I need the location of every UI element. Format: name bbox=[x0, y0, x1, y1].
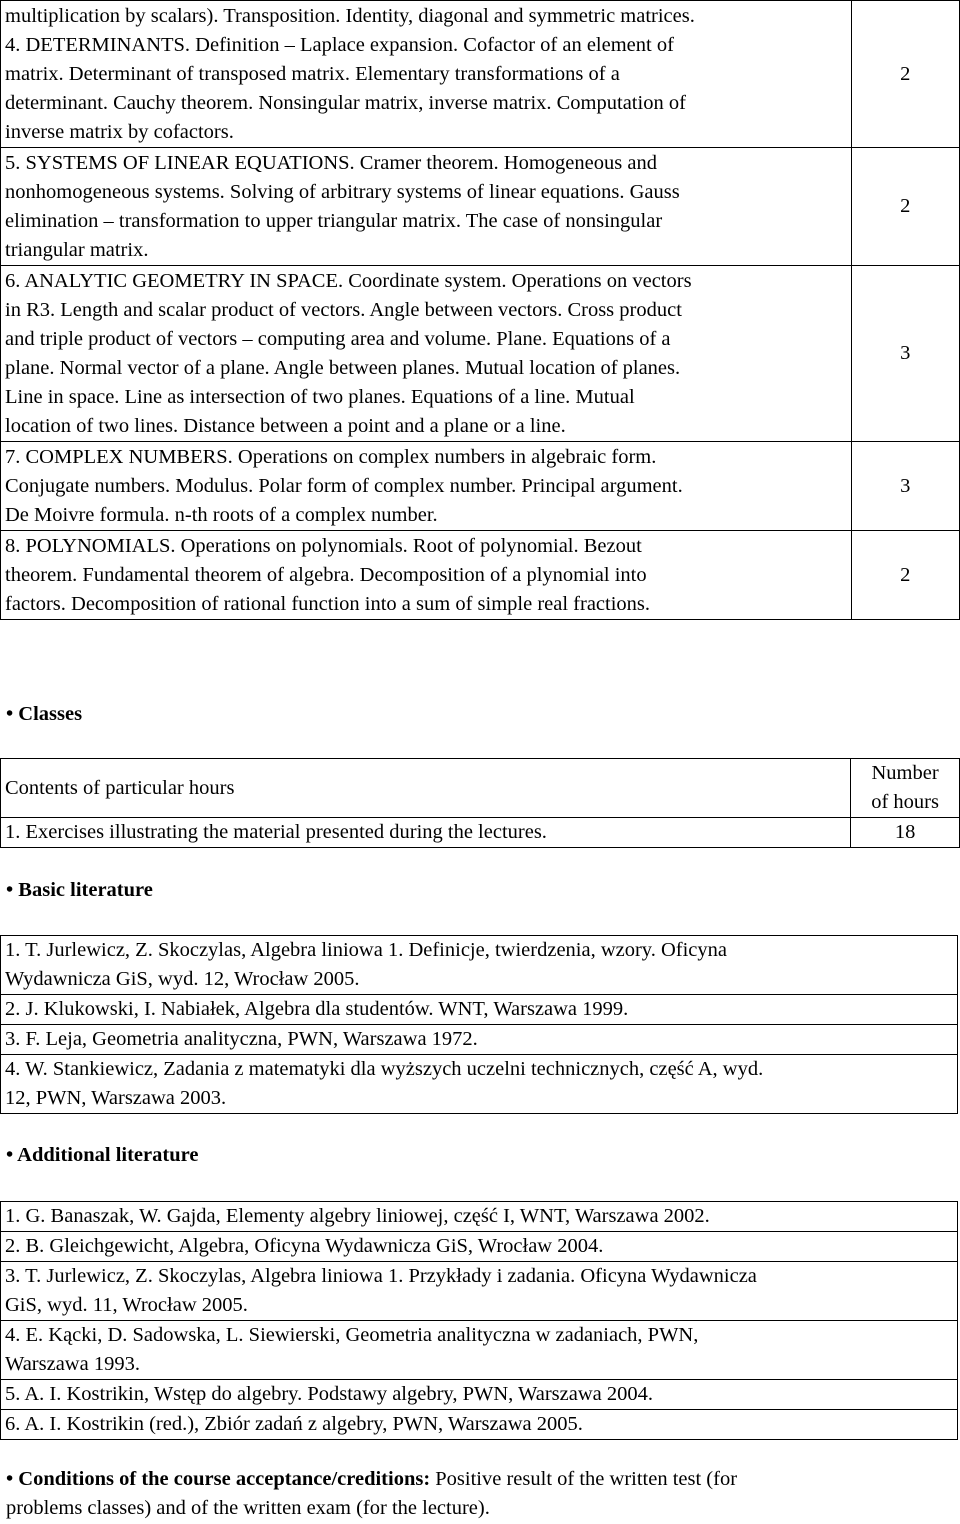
classes-row-hours: 18 bbox=[851, 818, 960, 848]
literature-row bbox=[1, 1380, 958, 1410]
lecture-row bbox=[1, 266, 960, 442]
lecture-row-hours: 2 bbox=[851, 148, 959, 266]
header-hours-line1: Number bbox=[871, 762, 939, 784]
literature-row bbox=[1, 1410, 958, 1440]
literature-entry-line: Warszawa 1993. bbox=[5, 1353, 140, 1375]
lecture-row-line: Conjugate numbers. Modulus. Polar form of complex number. Principal argument. bbox=[5, 474, 683, 497]
literature-entry-line: 12, PWN, Warszawa 2003. bbox=[5, 1087, 227, 1109]
lecture-row-hours: 3 bbox=[851, 442, 959, 531]
lecture-row-line: elimination – transformation to upper triangular matrix. The case of nonsingular bbox=[5, 209, 663, 232]
literature-row bbox=[1, 936, 958, 995]
literature-row bbox=[1, 1262, 958, 1321]
lecture-row-line: plane. Normal vector of a plane. Angle between planes. Mutual location of planes. bbox=[5, 356, 681, 379]
lecture-row-hours: 2 bbox=[851, 1, 959, 148]
literature-entry-line: 5. A. I. Kostrikin, Wstęp do algebry. Podstawy algebry, PWN, Warszawa 2004. bbox=[5, 1383, 653, 1405]
lecture-row-hours: 2 bbox=[851, 531, 959, 620]
lecture-row-line: nonhomogeneous systems. Solving of arbitrary systems of linear equations. Gauss bbox=[5, 180, 680, 203]
literature-entry bbox=[1, 1055, 958, 1114]
lecture-row-line: matrix. Determinant of transposed matrix. Elementary transformations of a bbox=[5, 62, 620, 85]
conditions-text-line1: Positive result of the written test (for bbox=[430, 1468, 738, 1490]
literature-entry-line: 2. B. Gleichgewicht, Algebra, Oficyna Wydawnicza GiS, Wrocław 2004. bbox=[5, 1235, 604, 1257]
lecture-row-content bbox=[1, 266, 852, 442]
lecture-row-line: location of two lines. Distance between a point and a plane or a line. bbox=[5, 414, 566, 437]
lecture-row-line: De Moivre formula. n-th roots of a complex number. bbox=[5, 503, 438, 526]
literature-row bbox=[1, 1055, 958, 1114]
lecture-row-line: 5. SYSTEMS OF LINEAR EQUATIONS. Cramer theorem. Homogeneous and bbox=[5, 151, 657, 174]
literature-entry bbox=[1, 1321, 958, 1380]
classes-header-row bbox=[1, 759, 960, 818]
lecture-row-line: determinant. Cauchy theorem. Nonsingular matrix, inverse matrix. Computation of bbox=[5, 91, 686, 114]
lecture-row-hours: 3 bbox=[851, 266, 959, 442]
lecture-row-line: 7. COMPLEX NUMBERS. Operations on complex numbers in algebraic form. bbox=[5, 445, 657, 468]
literature-entry bbox=[1, 1025, 958, 1055]
literature-entry bbox=[1, 995, 958, 1025]
lecture-row bbox=[1, 1, 960, 148]
literature-row bbox=[1, 1025, 958, 1055]
literature-entry bbox=[1, 1262, 958, 1321]
lecture-row bbox=[1, 442, 960, 531]
literature-entry-line: GiS, wyd. 11, Wrocław 2005. bbox=[5, 1294, 248, 1316]
literature-entry bbox=[1, 1380, 958, 1410]
lecture-row bbox=[1, 148, 960, 266]
lecture-row-line: theorem. Fundamental theorem of algebra. Decomposition of a plynomial into bbox=[5, 563, 647, 586]
lecture-row-line: multiplication by scalars). Transposition. Identity, diagonal and symmetric matrices. bbox=[5, 4, 695, 27]
conditions-label: • Conditions of the course acceptance/creditions: bbox=[6, 1468, 431, 1490]
lecture-row-line: in R3. Length and scalar product of vectors. Angle between vectors. Cross product bbox=[5, 298, 682, 321]
literature-entry-line: 6. A. I. Kostrikin (red.), Zbiór zadań z algebry, PWN, Warszawa 2005. bbox=[5, 1413, 583, 1435]
lecture-row-line: 4. DETERMINANTS. Definition – Laplace expansion. Cofactor of an element of bbox=[5, 33, 674, 56]
header-contents: Contents of particular hours bbox=[1, 759, 851, 818]
lecture-row-content bbox=[1, 531, 852, 620]
lecture-row-line: and triple product of vectors – computing area and volume. Plane. Equations of a bbox=[5, 327, 671, 350]
lecture-row-line: 6. ANALYTIC GEOMETRY IN SPACE. Coordinate system. Operations on vectors bbox=[5, 269, 692, 292]
literature-entry bbox=[1, 1410, 958, 1440]
lecture-row-line: 8. POLYNOMIALS. Operations on polynomials. Root of polynomial. Bezout bbox=[5, 534, 642, 557]
literature-entry-line: Wydawnicza GiS, wyd. 12, Wrocław 2005. bbox=[5, 968, 360, 990]
literature-entry-line: 1. G. Banaszak, W. Gajda, Elementy algebry liniowej, część I, WNT, Warszawa 2002. bbox=[5, 1205, 710, 1227]
classes-row-text: 1. Exercises illustrating the material presented during the lectures. bbox=[1, 818, 851, 848]
literature-entry bbox=[1, 936, 958, 995]
additional-literature-table bbox=[0, 1201, 958, 1440]
basic-literature-heading: • Basic literature bbox=[6, 879, 153, 901]
basic-literature-table bbox=[0, 935, 958, 1114]
lecture-row-content bbox=[1, 148, 852, 266]
literature-row bbox=[1, 1321, 958, 1380]
lecture-table bbox=[0, 0, 960, 620]
conditions-text-line2: problems classes) and of the written exam (for the lecture). bbox=[6, 1497, 490, 1519]
literature-entry-line: 1. T. Jurlewicz, Z. Skoczylas, Algebra liniowa 1. Definicje, twierdzenia, wzory. Oficyna bbox=[5, 939, 728, 961]
classes-row bbox=[1, 818, 960, 848]
lecture-row-content bbox=[1, 1, 852, 148]
header-hours-line2: of hours bbox=[871, 791, 939, 813]
literature-entry-line: 2. J. Klukowski, I. Nabiałek, Algebra dla studentów. WNT, Warszawa 1999. bbox=[5, 998, 629, 1020]
additional-literature-heading: • Additional literature bbox=[6, 1144, 199, 1166]
literature-entry-line: 4. E. Kącki, D. Sadowska, L. Siewierski, Geometria analityczna w zadaniach, PWN, bbox=[5, 1324, 699, 1346]
classes-table bbox=[0, 758, 960, 848]
literature-row bbox=[1, 1202, 958, 1232]
header-hours bbox=[851, 759, 960, 818]
literature-entry-line: 4. W. Stankiewicz, Zadania z matematyki dla wyższych uczelni technicznych, część A, wyd. bbox=[5, 1058, 764, 1080]
lecture-row-content bbox=[1, 442, 852, 531]
literature-entry-line: 3. F. Leja, Geometria analityczna, PWN, Warszawa 1972. bbox=[5, 1028, 478, 1050]
classes-heading: • Classes bbox=[6, 703, 83, 725]
lecture-row-line: triangular matrix. bbox=[5, 238, 149, 261]
lecture-row-line: inverse matrix by cofactors. bbox=[5, 120, 234, 143]
literature-row bbox=[1, 995, 958, 1025]
lecture-row bbox=[1, 531, 960, 620]
conditions bbox=[6, 1465, 946, 1523]
literature-entry bbox=[1, 1202, 958, 1232]
literature-row bbox=[1, 1232, 958, 1262]
lecture-row-line: Line in space. Line as intersection of two planes. Equations of a line. Mutual bbox=[5, 385, 635, 408]
lecture-row-line: factors. Decomposition of rational function into a sum of simple real fractions. bbox=[5, 592, 651, 615]
literature-entry bbox=[1, 1232, 958, 1262]
literature-entry-line: 3. T. Jurlewicz, Z. Skoczylas, Algebra liniowa 1. Przykłady i zadania. Oficyna Wydawnicza bbox=[5, 1265, 757, 1287]
